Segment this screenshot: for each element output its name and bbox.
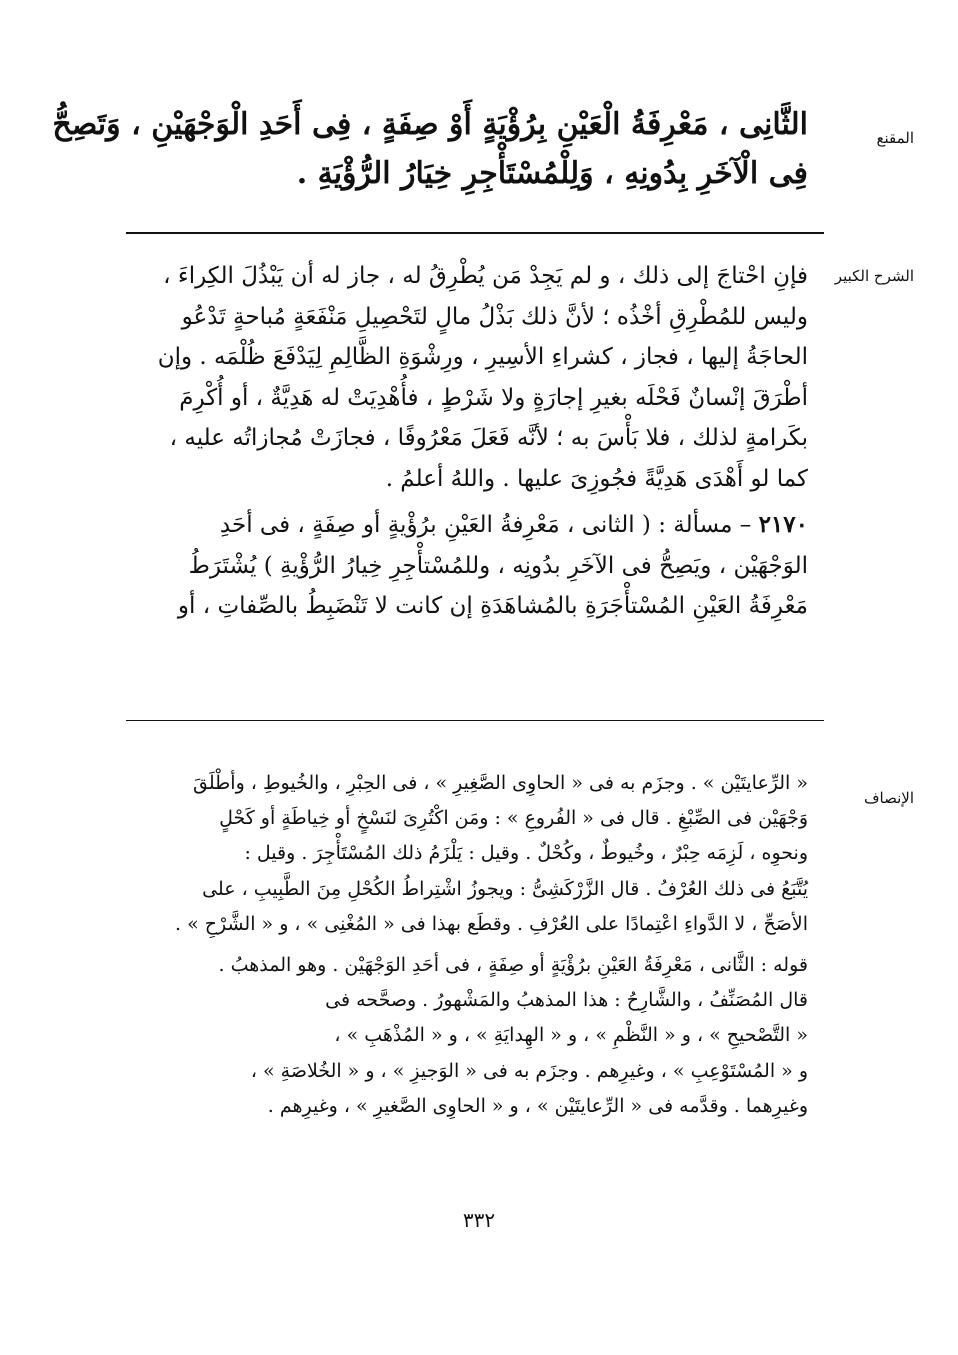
- insaf-line: وغيرِهما . وقدَّمه فى « الرِّعايتَيْن » ، و « الحاوِى الصَّغيرِ » ، وغيرِهم .: [267, 1094, 808, 1117]
- sharh-line: كما لو أَهْدَى هَدِيَّةً فجُوزِىَ عليها . واللهُ أعلمُ .: [385, 465, 808, 492]
- insaf-label: الإنصاف: [863, 789, 914, 807]
- sharh-line: الوَجْهَيْن ، ويَصِحُّ فى الآخَرِ بدُونِه ، وللمُسْتأْجِرِ خِيارُ الرُّؤْيةِ ) يُشْتَرَطُ: [188, 552, 808, 579]
- insaf-line: قوله : الثَّانى ، مَعْرِفَةُ العَيْنِ برُؤْيَةٍ أو صِفَةٍ ، فى أحَدِ الوَجْهَيْن . وهو المذهبُ .: [218, 954, 808, 977]
- insaf-line: قال المُصَنِّفُ ، والشَّارِحُ : هذا المذهبُ والمَشْهورُ . وصحَّحه فى: [325, 989, 808, 1012]
- sharh-line: الحاجَةُ إليها ، فجاز ، كشراءِ الأسِيرِ ، ورِشْوَةِ الظَّالِمِ لِيَدْفَعَ ظُلْمَه . وإن: [157, 344, 808, 370]
- muqni-section: [0, 92, 958, 222]
- sharh-label: الشرح الكبير: [834, 267, 914, 285]
- sharh-text: [128, 256, 808, 627]
- insaf-line: « الرِّعايتَيْن » . وجزَم به فى « الحاوِى الصَّغِيرِ » ، فى الحِبْرِ ، والخُيوطِ ، وأطْلَقَ: [193, 772, 808, 794]
- insaf-line: يُتَّبَعُ فى ذلك العُرْفُ . قال الزَّرْكَشِىُّ : ويجوزُ اشْتِراطُ الكُحْلِ مِنَ الطَّبِيبِ ، على: [202, 877, 808, 900]
- insaf-line: « التَّصْحيحِ » ، و « النَّظْمِ » ، و « الهِدايَةِ » ، و « المُذْهَبِ » ،: [334, 1024, 808, 1047]
- sharh-line: أطْرَقَ إنْسانٌ فَحْلَه بغيرِ إجارَةٍ ولا شَرْطٍ ، فأُهْدِيَتْ له هَدِيَّةٌ ، أو أُكْرِمَ: [179, 384, 808, 411]
- sharh-paragraph-1: [128, 256, 808, 499]
- insaf-line: وَجْهَيْن فى الصِّبْغِ . قال فى « الفُروعِ » : ومَن اكْتُرِىَ لنَسْخٍ أو خِياطَةٍ أو كَحْلٍ: [219, 807, 808, 830]
- sharh-line: فإنِ احْتاجَ إلى ذلك ، و لم يَجِدْ مَن يُطْرِقُ له ، جاز له أن يَبْذُلَ الكِراءَ ،: [163, 263, 808, 289]
- insaf-line: ونحوِه ، لَزِمَه حِبْرٌ ، وخُيوطٌ ، وكُحْلٌ . وقيل : يَلْزَمُ ذلك المُسْتَأْجِرَ . وقيل :: [244, 842, 808, 865]
- insaf-line: و « المُسْتَوْعِبِ » ، وغيرِهم . وجزَم به فى « الوَجيزِ » ، و « الخُلاصَةِ » ،: [250, 1059, 808, 1082]
- sharh-paragraph-2: [128, 505, 808, 627]
- insaf-paragraph-2: [128, 948, 808, 1124]
- insaf-paragraph-1: [128, 766, 808, 942]
- section-divider-2: [126, 720, 824, 721]
- sharh-line: وليس للمُطْرِقِ أخْذُه ؛ لأنَّ ذلك بَذْلُ مالٍ لتَحْصِيلِ مَنْفَعَةٍ مُباحةٍ تَدْعُو: [181, 303, 808, 330]
- muqni-line-1: الثَّانِى ، مَعْرِفَةُ الْعَيْنِ بِرُؤْيَةٍ أَوْ صِفَةٍ ، فِى أَحَدِ الْوَجْهَيْنِ ، وَتَصِحُّ: [52, 107, 808, 142]
- issue-heading-line: [128, 505, 808, 546]
- insaf-text: [128, 766, 808, 1124]
- sharh-section: [0, 246, 958, 716]
- sharh-line: بكَرامةٍ لذلك ، فلا بَأْسَ به ؛ لأنَّه فَعَلَ مَعْرُوفًا ، فجازَتْ مُجازاتُه عليه ،: [169, 425, 808, 451]
- muqni-line-2: فِى الْآخَرِ بِدُونِهِ ، وَلِلْمُسْتَأْجِرِ خِيَارُ الرُّؤْيَةِ .: [296, 156, 808, 191]
- insaf-line: الأصَحِّ ، لا الدَّواءِ اعْتِمادًا على العُرْفِ . وقطَع بهذا فى « المُغْنِى » ، و « الشَّرْحِ » .: [174, 912, 808, 935]
- sharh-line: مَعْرِفَةُ العَيْنِ المُسْتأْجَرَةِ بالمُشاهَدَةِ إن كانت لا تَنْضَبِطُ بالصِّفاتِ ، أو: [177, 593, 808, 619]
- muqni-label: المقنع: [876, 129, 914, 147]
- page-number: ٣٣٢: [462, 1208, 496, 1232]
- muqni-text: [52, 100, 808, 198]
- section-divider-1: [126, 232, 824, 234]
- issue-number: ٢١٧٠: [758, 511, 808, 538]
- insaf-section: [0, 736, 958, 1206]
- issue-heading-text: – مسألة : ( الثانى ، مَعْرِفةُ العَيْنِ برُؤْيةٍ أو صِفَةٍ ، فى أحَدِ: [219, 512, 759, 538]
